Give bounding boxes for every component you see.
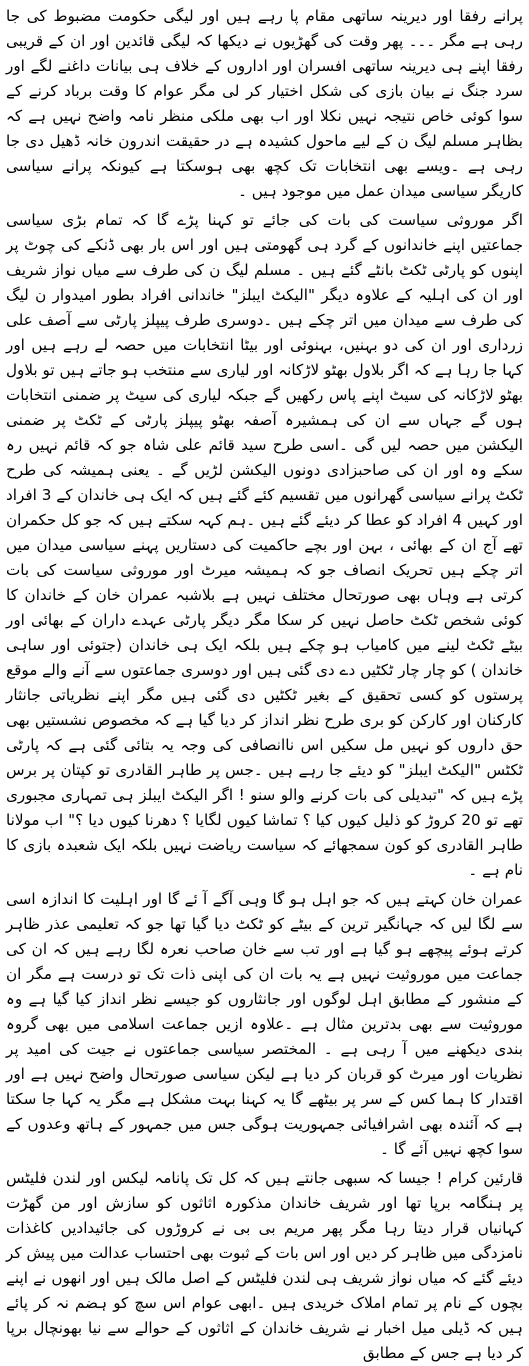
paragraph-1: پرانے رفقا اور دیرینہ ساتھی مقام پا رہے ہیں اور لیگی حکومت مضبوط کی جا رہی ہے مگر ۔۔۔ پھر وقت کی گھڑیوں نے دیکھا کہ لیگی قائدین اور ان کے قریبی رفقا اپنے ہی دیرینہ ساتھی افسران اور اداروں کے خلاف ہی بیانات داغنے لگے اور سرد جنگ نے بیان بازی کی شکل اختیار کر لی مگر عوام کا وقت برباد کرنے کے سوا کوئی خاص نتیجہ نہیں نکلا اور اب بھی ملکی منظر نامہ واضح نہیں ہے کہ بظاہر مسلم لیگ ن کے لیے ماحول کشیدہ ہے در حقیقت اندرون خانہ ڈھیل دی جا رہی ہے ۔ویسے بھی انتخابات تک کچھ بھی ہوسکتا ہے کیونکہ پرانے سیاسی کاریگر سیاسی میدان عمل میں موجود ہیں ۔ (6, 7, 523, 200)
paragraph-3: عمران خان کہتے ہیں کہ جو اہل ہو گا وہی آگے آ ئے گا اور اہلیت کا اندازہ اسی سے لگا لیں کہ جہانگیر ترین کے بیٹے کو ٹکٹ دیا گیا تھا جو کہ تعلیمی عذر ظاہر کرتے ہوئے پیچھے ہو گیا ہے اور تب سے خان صاحب نعرہ لگا رہے ہیں کہ ان کی جماعت میں موروثیت نہیں ہے یہ بات ان کی اپنی ذات تک تو درست ہے مگر ان کے منشور کے مطابق اہل لوگوں اور جانثاروں کو جیسے نظر انداز کیا گیا ہے وہ موروثیت سے بھی بدترین مثال ہے ۔علاوہ ازیں جماعت اسلامی میں بھی گروہ بندی دیکھنے میں آ رہی ہے ۔ المختصر سیاسی جماعتوں نے جیت کی امید پر نظریات اور میرٹ کو قربان کر دیا ہے لیکن سیاسی صورتحال واضح نہیں ہے اور اقتدار کا ہما کس کے سر پر بیٹھے گا یہ کہنا بہت مشکل ہے مگر یہ کہا جا سکتا ہے کہ آئندہ بھی اشرافیائی جمہوریت ہوگی جس میں جمہور کے ہاتھ وعدوں کے سوا کچھ نہیں آئے گا ۔ (6, 890, 523, 1158)
paragraph-2: اگر موروثی سیاست کی بات کی جائے تو کہنا پڑے گا کہ تمام بڑی سیاسی جماعتیں اپنے خاندانوں کے گرد ہی گھومتی ہیں اور اس بار بھی ڈنکے کی چوٹ پر اپنوں کو پارٹی ٹکٹ بانٹے گئے ہیں ۔ مسلم لیگ ن کی طرف سے میاں نواز شریف اور ان کی اہلیہ کے علاوہ دیگر "الیکٹ ایبلز" خاندانی افراد بطور امیدوار ن لیگ کی طرف سے میدان میں اتر چکے ہیں ۔دوسری طرف پیپلز پارٹی سے آصف علی زرداری اور ان کی دو بہنیں، بہنوئی اور بیٹا انتخابات میں حصہ لے رہے ہیں اور کہا جا رہا ہے کہ اگر بلاول بھٹو لاڑکانہ اور لیاری سے منتخب ہو جاتے ہیں تو بلاول بھٹو لاڑکانہ کی سیٹ اپنے پاس رکھیں گے جبکہ لیاری کی سیٹ پر ضمنی انتخابات ہوں گے جہاں سے ان کی ہمشیرہ آصفہ بھٹو پیپلز پارٹی کے ٹکٹ پر ضمنی الیکشن میں حصہ لیں گی ۔اسی طرح سید قائم علی شاہ جو کہ قائم نہیں رہ سکے وہ اور ان کی صاحبزادی دونوں الیکشن لڑیں گے ۔ یعنی ہمیشہ کی طرح ٹکٹ پرانے سیاسی گھرانوں میں تقسیم کئے گئے ہیں کہ ایک ہی خاندان کے 3 افراد اور کہیں 4 افراد کو عطا کر دیئے گئے ہیں ۔ہم کہہ سکتے ہیں کہ جو کل حکمران تھے آج ان کے بھائی ، بہن اور بچے حاکمیت کی دستاریں پہنے سیاسی میدان میں اتر چکے ہیں تحریک انصاف جو کہ ہمیشہ میرٹ اور موروثی سیاست کی بات کرتی ہے وہاں بھی صورتحال مختلف نہیں ہے بلاشبہ عمران خان کے خاندان کا کوئی شخص ٹکٹ حاصل نہیں کر سکا مگر دیگر پارٹی عہدے داران کے بھائی اور بیٹے ٹکٹ لینے میں کامیاب ہو چکے ہیں بلکہ ایک ہی خاندان (جتوئی اور ساہی خاندان ) کو چار چار ٹکٹیں دے دی گئی ہیں اور دوسری جماعتوں سے آنے والے موقع پرستوں کو کسی تحقیق کے بغیر ٹکٹیں دی گئی ہیں مگر اپنے نظریاتی جانثار کارکنان اور کارکن کو بری طرح نظر انداز کر دیا گیا ہے کہ مخصوص نشستیں بھی حق داروں کو نہیں مل سکیں اس ناانصافی کی وجہ یہ بتائی گئی ہے کہ پارٹی ٹکٹس "الیکٹ ایبلز" کو دیئے جا رہے ہیں ۔جس پر طاہر القادری تو کپتان پر برس پڑے ہیں کہ "تبدیلی کی بات کرنے والو سنو ! اگر الیکٹ ایبلز ہی تمہاری مجبوری تھے تو 20 کروڑ کو ذلیل کیوں کیا ؟ تماشا کیوں لگایا ؟ دھرنا کیوں دیا ؟" اب مولانا طاہر القادری کو کون سمجھائے کہ سیاست ریاضت نہیں بلکہ ایک شعبدہ بازی کا نام ہے ۔ (6, 211, 524, 879)
paragraph-4: قارئین کرام ! جیسا کہ سبھی جانتے ہیں کہ کل تک پانامہ لیکس اور لندن فلیٹس پر ہنگامہ برپا تھا اور شریف خاندان مذکورہ اثاثوں کو سازش اور من گھڑت کہانیاں قرار دیتا رہا مگر پھر مریم بی بی نے کروڑوں کی جائیدادیں کاغذات نامزدگی میں ظاہر کر دیں اور اس بات کے ثبوت بھی احتساب عدالت میں پیش کر دیئے گئے کہ میاں نواز شریف ہی لندن فلیٹس کے اصل مالک ہیں اور انھوں نے اپنے بچوں کے نام پر تمام املاک خریدی ہیں ۔ابھی عوام اس سچ کو ہضم نہ کر پائے ہیں کہ ڈیلی میل اخبار نے شریف خاندان کے اثاثوں کے حوالے سے نیا بھونچال برپا کر دیا ہے جس کے مطابق (6, 1169, 523, 1362)
